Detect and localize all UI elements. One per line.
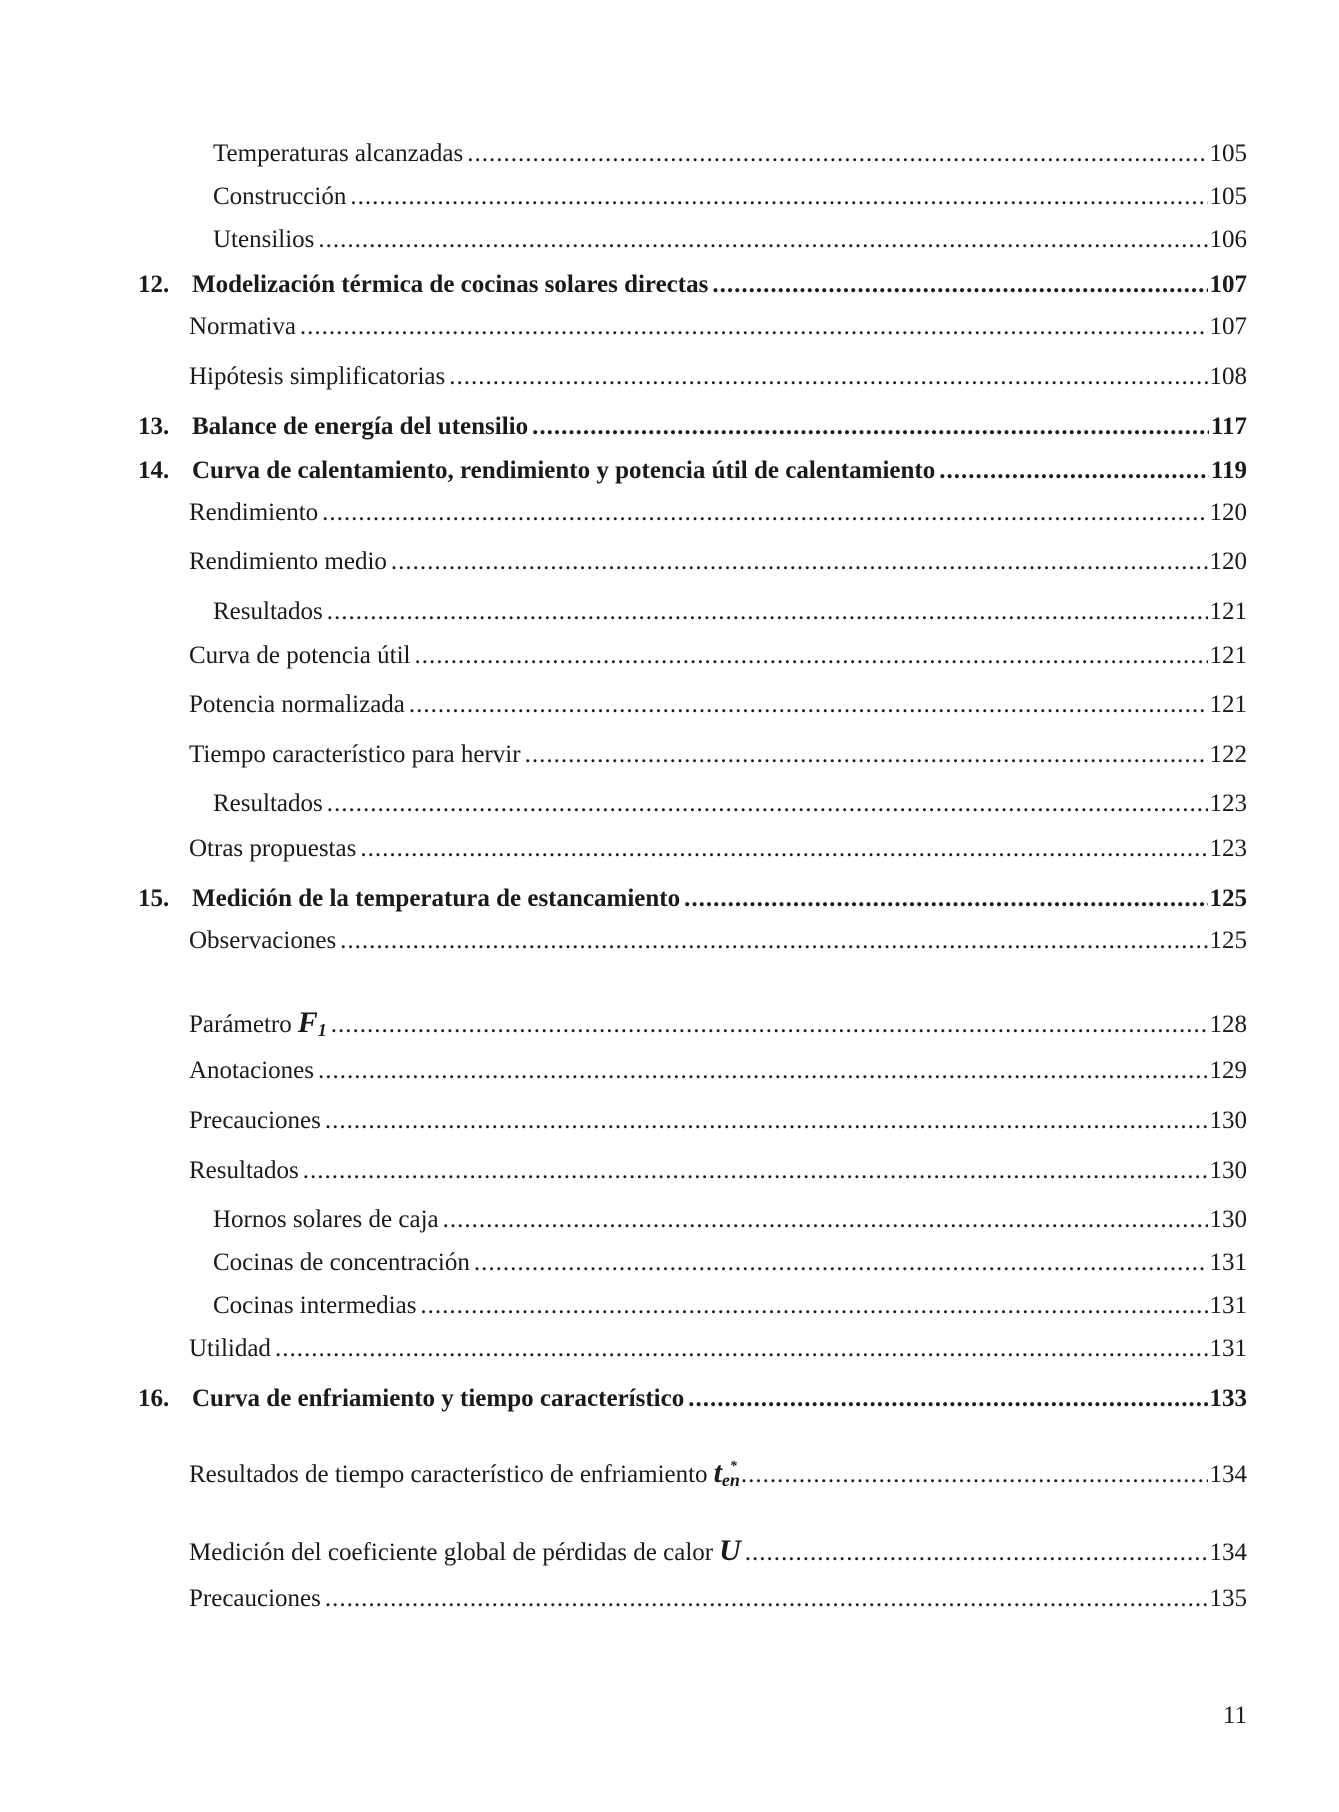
toc-entry[interactable] xyxy=(189,836,1247,866)
toc-entry[interactable] xyxy=(213,141,1247,171)
toc-entry[interactable] xyxy=(213,184,1247,214)
toc-entry-page: 107 xyxy=(1209,313,1247,340)
toc-entry-page: 134 xyxy=(1209,1539,1247,1566)
toc-entry-title: Curva de potencia útil xyxy=(189,642,411,669)
toc-entry-page: 134 xyxy=(1209,1461,1247,1488)
toc-chapter-entry[interactable] xyxy=(138,886,1247,916)
chapter-number: 12. xyxy=(138,271,170,298)
toc-entry-title: Normativa xyxy=(189,313,296,340)
toc-entry-title: Medición de la temperatura de estancamiento xyxy=(192,885,681,912)
toc-entry-page: 125 xyxy=(1209,885,1247,912)
dot-leader xyxy=(532,414,1209,439)
toc-entry-page: 133 xyxy=(1209,1385,1247,1412)
toc-entry-title: Parámetro xyxy=(189,1011,292,1038)
dot-leader xyxy=(684,886,1207,911)
toc-entry[interactable] xyxy=(189,500,1247,530)
dot-leader xyxy=(327,791,1208,816)
toc-entry-title: Utilidad xyxy=(189,1335,271,1362)
t-en-symbol: $t_{en}^*$ xyxy=(713,1456,740,1490)
toc-entry-page: 131 xyxy=(1209,1292,1247,1319)
dot-leader xyxy=(350,184,1207,209)
dot-leader xyxy=(414,643,1207,668)
toc-entry[interactable] xyxy=(189,928,1247,958)
toc-entry-title: Otras propuestas xyxy=(189,835,357,862)
toc-entry[interactable] xyxy=(189,1586,1247,1616)
dot-leader xyxy=(449,364,1207,389)
dot-leader xyxy=(525,742,1208,767)
toc-entry[interactable] xyxy=(189,692,1247,722)
chapter-number: 14. xyxy=(138,457,170,484)
toc-entry-title: Precauciones xyxy=(189,1585,321,1612)
dot-leader xyxy=(318,227,1207,252)
toc-entry[interactable] xyxy=(213,1293,1247,1323)
toc-entry-title: Hornos solares de caja xyxy=(213,1206,439,1233)
toc-entry[interactable] xyxy=(189,1536,1247,1566)
dot-leader xyxy=(474,1250,1208,1275)
toc-entry-page: 125 xyxy=(1209,927,1247,954)
toc-entry-title: Rendimiento xyxy=(189,499,319,526)
toc-chapter-entry[interactable] xyxy=(138,414,1247,444)
toc-entry-page: 130 xyxy=(1209,1107,1247,1134)
toc-entry-page: 135 xyxy=(1209,1585,1247,1612)
toc-entry-page: 121 xyxy=(1209,642,1247,669)
toc-entry-page: 129 xyxy=(1209,1057,1247,1084)
toc-entry[interactable] xyxy=(189,742,1247,772)
toc-entry-page: 131 xyxy=(1209,1249,1247,1276)
toc-entry[interactable] xyxy=(189,314,1247,344)
u-symbol: U xyxy=(719,1534,741,1567)
toc-entry-title: Hipótesis simplificatorias xyxy=(189,363,446,390)
dot-leader xyxy=(443,1207,1208,1232)
toc-entry-title: Resultados de tiempo característico de enfriamiento xyxy=(189,1461,708,1488)
toc-entry-title: Medición del coeficiente global de pérdidas de calor xyxy=(189,1539,714,1566)
toc-chapter-entry[interactable] xyxy=(138,458,1247,488)
dot-leader xyxy=(745,1540,1208,1565)
toc-entry-title: Utensilios xyxy=(213,226,315,253)
toc-entry-title: Balance de energía del utensilio xyxy=(192,413,529,440)
toc-entry-page: 128 xyxy=(1209,1011,1247,1038)
dot-leader xyxy=(391,549,1208,574)
toc-entry-title: Rendimiento medio xyxy=(189,548,387,575)
toc-entry-title: Resultados xyxy=(213,598,323,625)
chapter-number: 13. xyxy=(138,413,170,440)
dot-leader xyxy=(688,1386,1207,1411)
dot-leader xyxy=(741,1462,1208,1487)
toc-entry-title: Resultados xyxy=(189,1157,299,1184)
toc-entry-title: Resultados xyxy=(213,790,323,817)
toc-entry[interactable] xyxy=(189,1058,1247,1088)
toc-chapter-entry[interactable] xyxy=(138,272,1247,302)
toc-entry[interactable] xyxy=(189,1108,1247,1138)
toc-entry-page: 106 xyxy=(1209,226,1247,253)
toc-entry-title: Cocinas de concentración xyxy=(213,1249,470,1276)
toc-entry-title: Precauciones xyxy=(189,1107,321,1134)
toc-entry-page: 130 xyxy=(1209,1206,1247,1233)
dot-leader xyxy=(467,141,1207,166)
toc-chapter-entry[interactable] xyxy=(138,1386,1247,1416)
dot-leader xyxy=(325,1108,1208,1133)
toc-entry-title: Observaciones xyxy=(189,927,337,954)
toc-entry-page: 108 xyxy=(1209,363,1247,390)
toc-entry[interactable] xyxy=(189,1158,1247,1188)
toc-entry[interactable] xyxy=(189,1458,1247,1488)
toc-entry-page: 120 xyxy=(1209,548,1247,575)
toc-entry-page: 105 xyxy=(1209,183,1247,210)
toc-entry[interactable] xyxy=(189,364,1247,394)
toc-entry-title: Curva de enfriamiento y tiempo característico xyxy=(192,1385,685,1412)
toc-entry-title: Cocinas intermedias xyxy=(213,1292,417,1319)
chapter-number: 15. xyxy=(138,885,170,912)
dot-leader xyxy=(322,500,1207,525)
toc-entry-page: 131 xyxy=(1209,1335,1247,1362)
chapter-number: 16. xyxy=(138,1385,170,1412)
dot-leader xyxy=(409,692,1208,717)
f1-symbol: $F_1$ xyxy=(297,1006,327,1040)
dot-leader xyxy=(327,599,1208,624)
toc-entry-title: Tiempo característico para hervir xyxy=(189,741,521,768)
toc-entry[interactable] xyxy=(213,1250,1247,1280)
toc-entry-title: Temperaturas alcanzadas xyxy=(213,140,464,167)
toc-entry-title: Anotaciones xyxy=(189,1057,314,1084)
dot-leader xyxy=(275,1336,1208,1361)
toc-entry-page: 120 xyxy=(1209,499,1247,526)
toc-entry-page: 122 xyxy=(1209,741,1247,768)
toc-entry-page: 121 xyxy=(1209,598,1247,625)
toc-entry-title: Curva de calentamiento, rendimiento y potencia útil de calentamiento xyxy=(192,457,936,484)
toc-entry-title: Modelización térmica de cocinas solares directas xyxy=(192,271,709,298)
dot-leader xyxy=(360,836,1207,861)
dot-leader xyxy=(318,1058,1208,1083)
toc-entry-page: 130 xyxy=(1209,1157,1247,1184)
dot-leader xyxy=(331,1012,1208,1037)
toc-entry[interactable] xyxy=(213,599,1247,629)
page-number: 11 xyxy=(1222,1702,1247,1729)
toc-entry-page: 123 xyxy=(1209,790,1247,817)
dot-leader xyxy=(325,1586,1208,1611)
toc-entry[interactable] xyxy=(213,1207,1247,1237)
dot-leader xyxy=(712,272,1207,297)
toc-entry-title: Potencia normalizada xyxy=(189,691,405,718)
toc-entry-title: Construcción xyxy=(213,183,347,210)
toc-entry-page: 107 xyxy=(1209,271,1247,298)
toc-entry[interactable] xyxy=(213,227,1247,257)
toc-entry-page: 119 xyxy=(1210,457,1247,484)
dot-leader xyxy=(420,1293,1207,1318)
toc-entry[interactable] xyxy=(189,1008,1247,1038)
dot-leader xyxy=(303,1158,1208,1183)
toc-entry[interactable] xyxy=(189,1336,1247,1366)
toc-entry[interactable] xyxy=(189,549,1247,579)
toc-entry[interactable] xyxy=(213,791,1247,821)
dot-leader xyxy=(300,314,1208,339)
dot-leader xyxy=(340,928,1207,953)
toc-entry-page: 121 xyxy=(1209,691,1247,718)
toc-entry[interactable] xyxy=(189,643,1247,673)
toc-entry-page: 105 xyxy=(1209,140,1247,167)
toc-entry-page: 123 xyxy=(1209,835,1247,862)
dot-leader xyxy=(939,458,1209,483)
toc-entry-page: 117 xyxy=(1210,413,1247,440)
